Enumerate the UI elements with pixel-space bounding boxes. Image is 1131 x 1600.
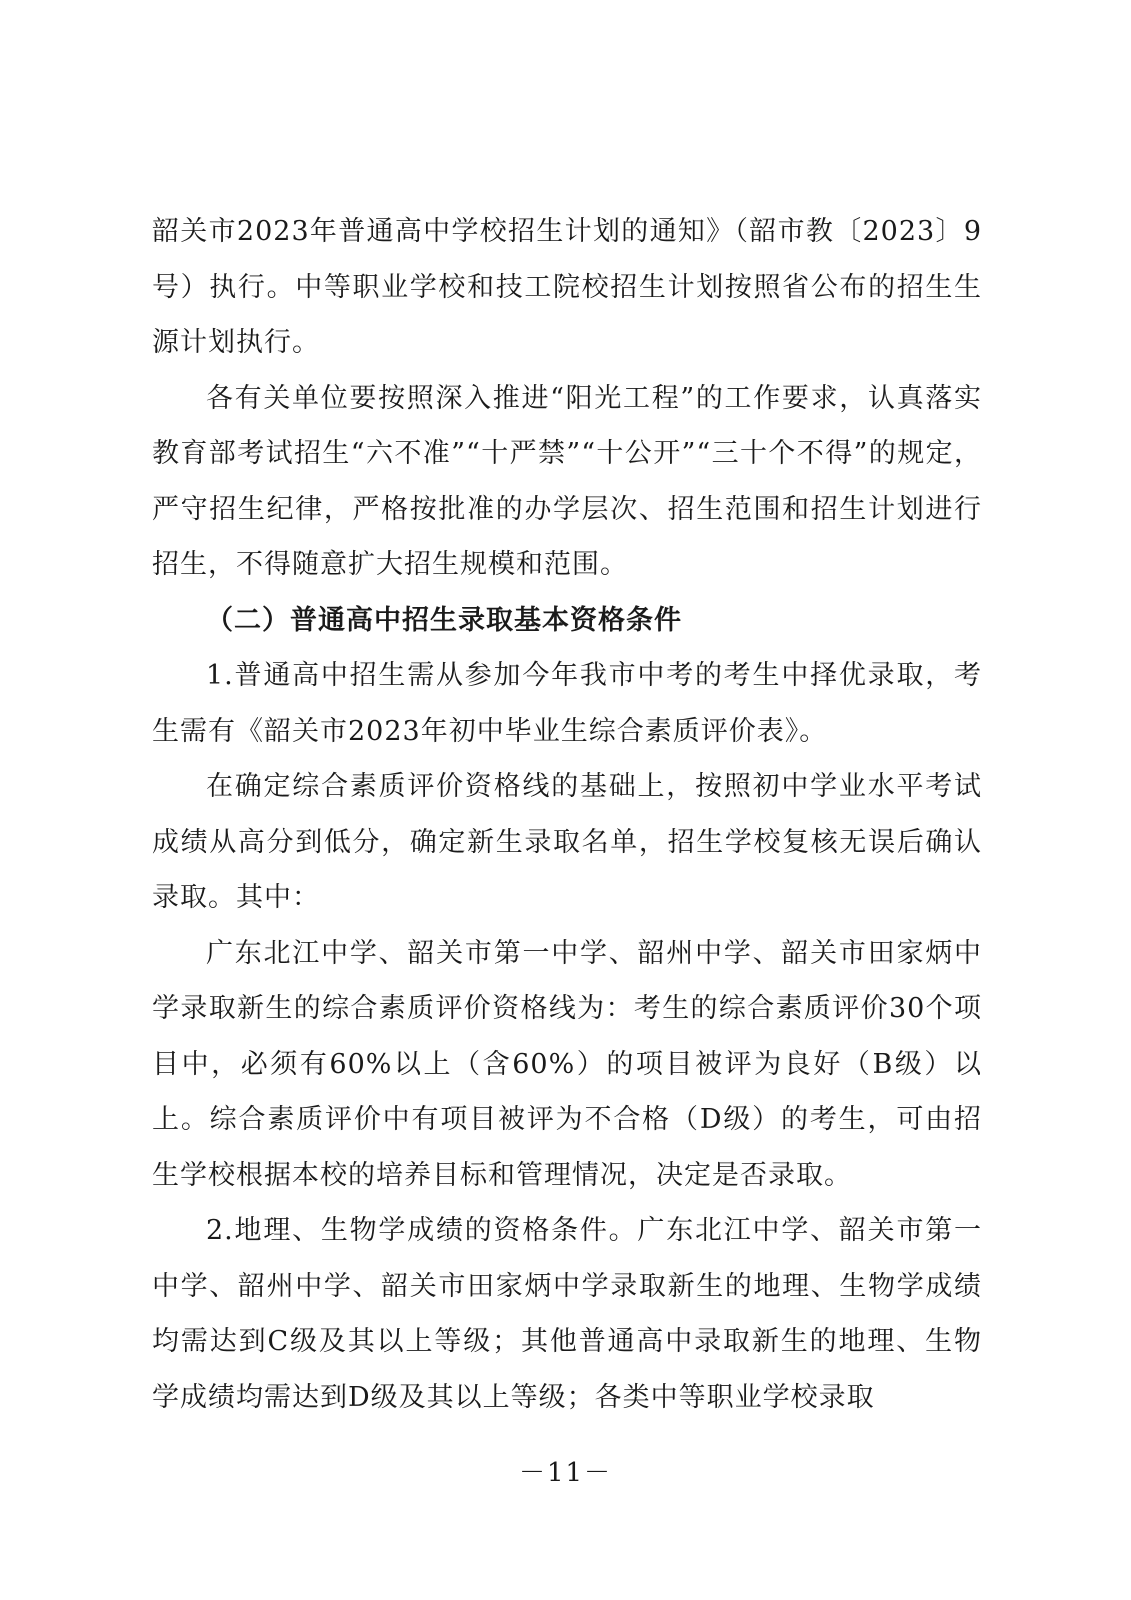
- document-body: [152, 204, 982, 1425]
- paragraph-admission-plan: 韶关市2023年普通高中学校招生计划的通知》（韶市教〔2023〕9号）执行。中等职业学校和技工院校招生计划按照省公布的招生生源计划执行。: [152, 216, 982, 358]
- paragraph-item-2: 2.地理、生物学成绩的资格条件。广东北江中学、韶关市第一中学、韶州中学、韶关市田家炳中学录取新生的地理、生物学成绩均需达到C级及其以上等级；其他普通高中录取新生的地理、生物学成绩均需达到D级及其以上等级；各类中等职业学校录取: [152, 1215, 982, 1413]
- section-heading-qualifications: （二）普通高中招生录取基本资格条件: [206, 604, 682, 636]
- paragraph-key-schools-criteria: 广东北江中学、韶关市第一中学、韶州中学、韶关市田家炳中学录取新生的综合素质评价资格线为：考生的综合素质评价30个项目中，必须有60%以上（含60%）的项目被评为良好（B级）以上。综合素质评价中有项目被评为不合格（D级）的考生，可由招生学校根据本校的培养目标和管理情况，决定是否录取。: [152, 937, 982, 1191]
- paragraph-sunshine-project: 各有关单位要按照深入推进“阳光工程”的工作要求，认真落实教育部考试招生“六不准”“十严禁”“十公开”“三十个不得”的规定，严守招生纪律，严格按批准的办学层次、招生范围和招生计划进行招生，不得随意扩大招生规模和范围。: [152, 382, 982, 580]
- paragraph-admission-order: 在确定综合素质评价资格线的基础上，按照初中学业水平考试成绩从高分到低分，确定新生录取名单，招生学校复核无误后确认录取。其中：: [152, 771, 982, 913]
- paragraph-item-1: 1.普通高中招生需从参加今年我市中考的考生中择优录取，考生需有《韶关市2023年初中毕业生综合素质评价表》。: [152, 660, 982, 747]
- page-number: －11－: [518, 1458, 613, 1488]
